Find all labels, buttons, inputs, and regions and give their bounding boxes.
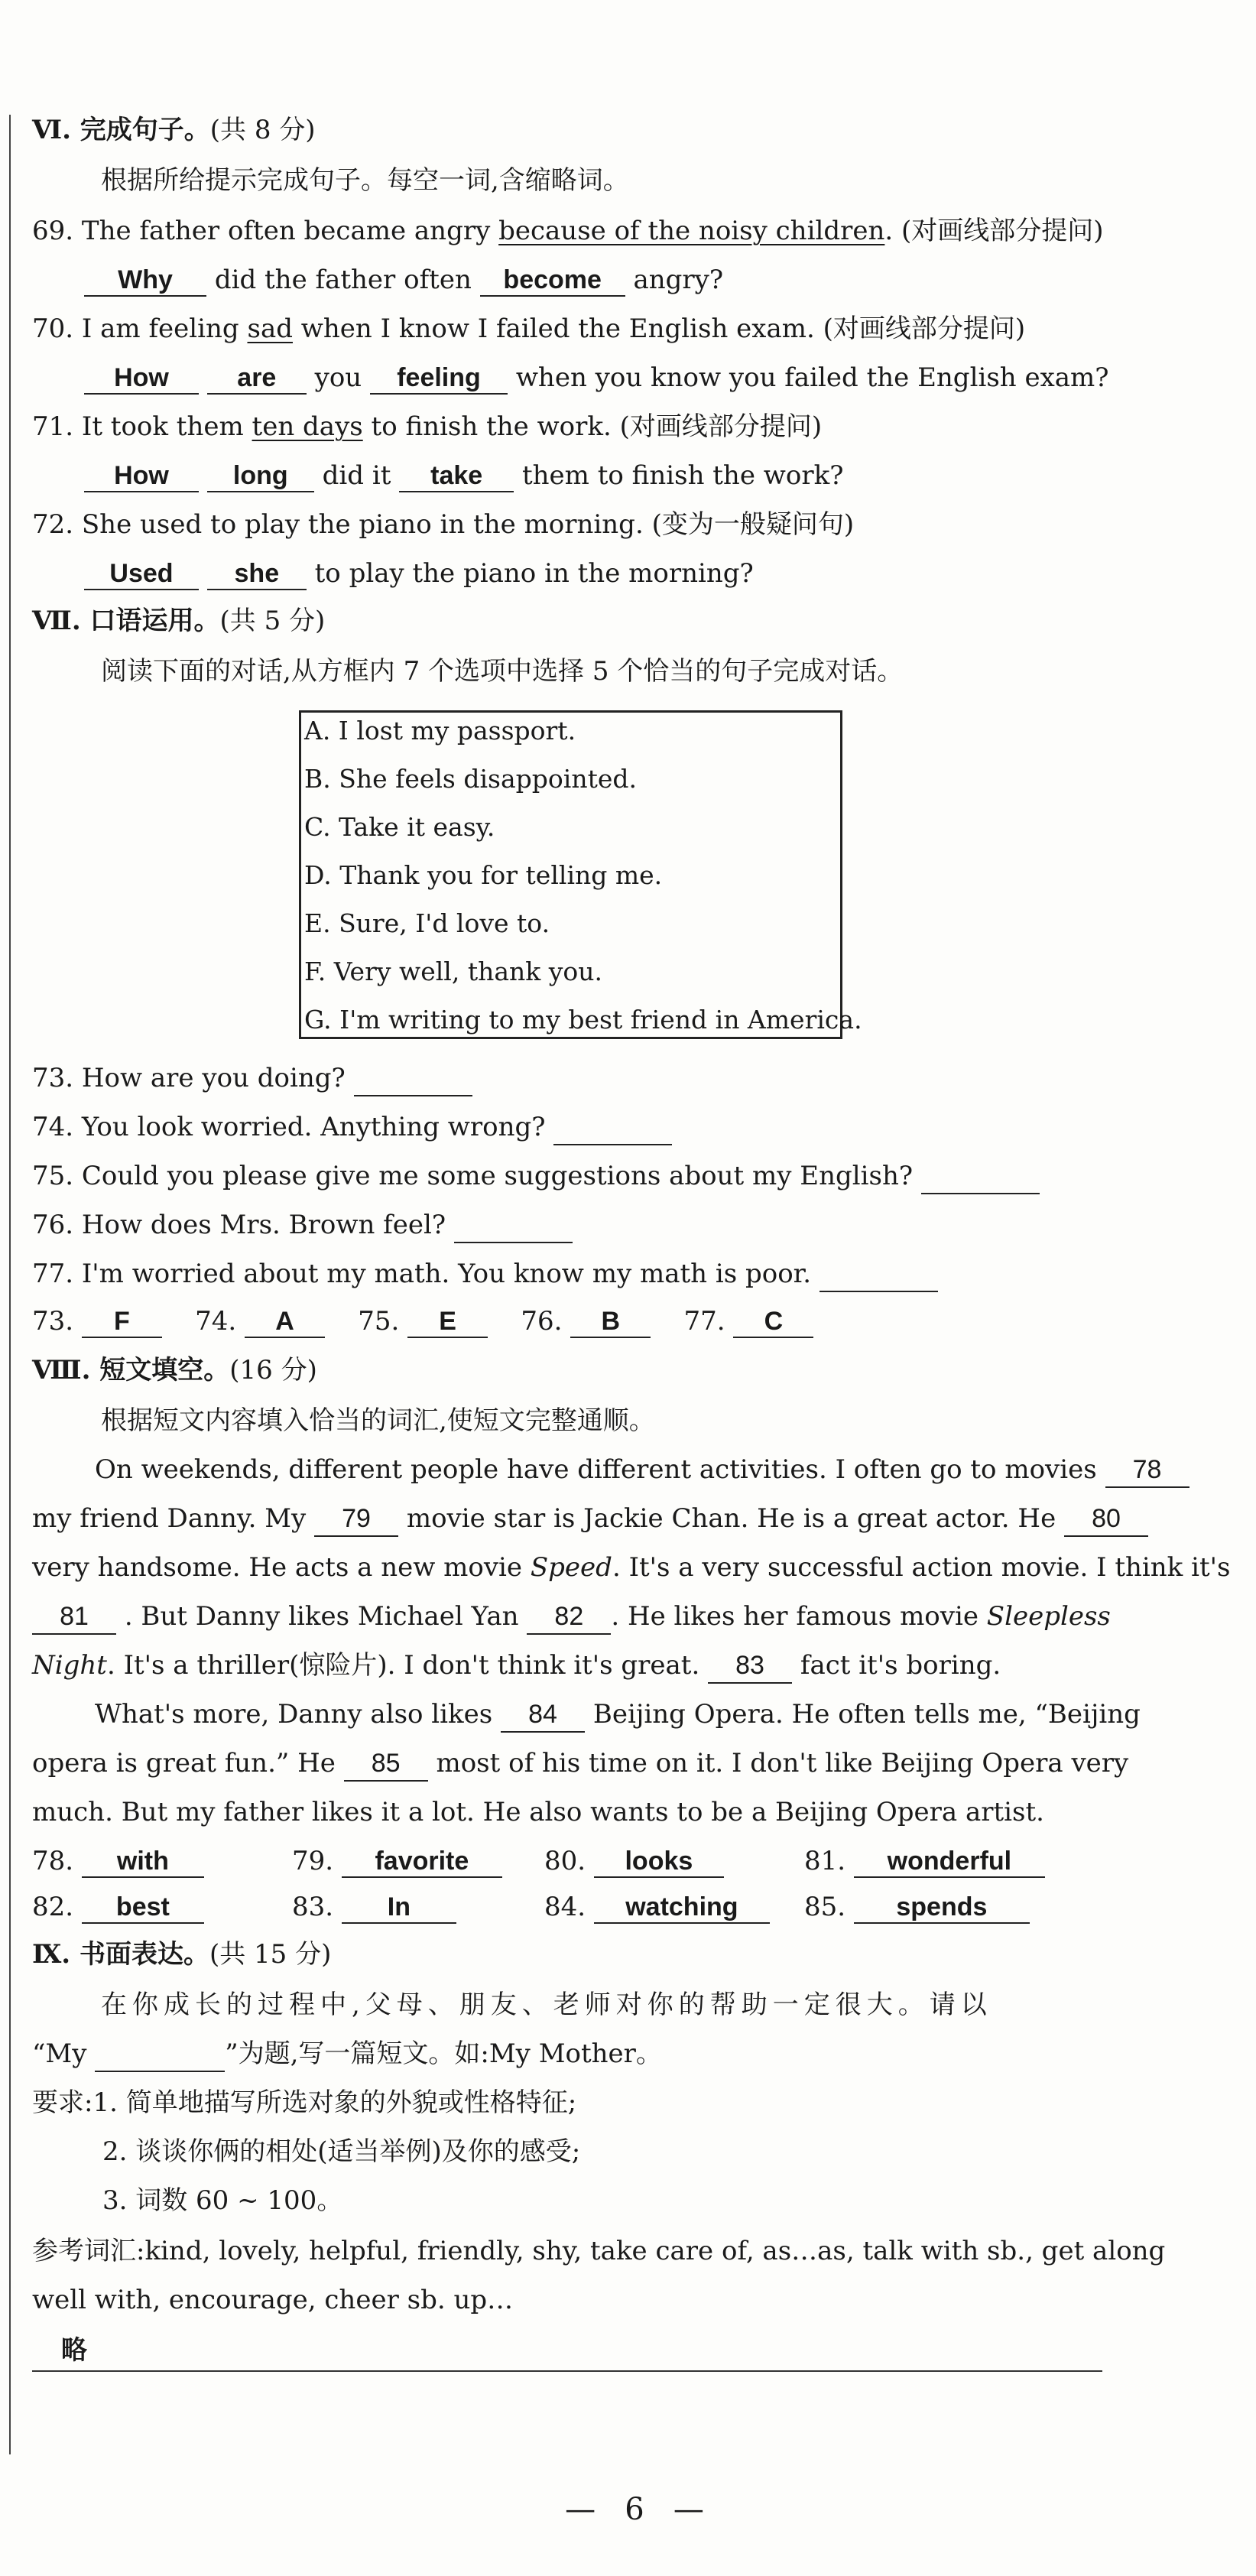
answer-rule: [32, 2370, 1102, 2372]
section-7-instruction: 阅读下面的对话,从方框内 7 个选项中选择 5 个恰当的句子完成对话。: [101, 656, 904, 687]
section-8-heading: Ⅷ. 短文填空。(16 分): [32, 1355, 317, 1385]
option-e: E. Sure, I'd love to.: [304, 908, 550, 938]
vocabulary-line-1: 参考词汇:kind, lovely, helpful, friendly, shy, take care of, as…as, talk with sb., get along: [32, 2236, 1166, 2266]
section-6-instruction: 根据所给提示完成句子。每空一词,含缩略词。: [101, 165, 629, 196]
question-74: 74. You look worried. Anything wrong?: [32, 1110, 672, 1145]
section-7-answers: 73. F 74. A 75. E 76. B 77. C: [32, 1304, 813, 1338]
passage-line-1: On weekends, different people have different activities. I often go to movies 78: [95, 1453, 1189, 1488]
passage-line-5: Night. It's a thriller(惊险片). I don't think it's great. 83 fact it's boring.: [32, 1649, 1001, 1684]
page-number: — 6 —: [565, 2492, 704, 2527]
section-8-answers-row-1: 78. with 79. favorite 80. looks 81. wonderful: [32, 1844, 1045, 1878]
option-a: A. I lost my passport.: [304, 716, 576, 746]
answer-69: Why did the father often become angry?: [84, 263, 723, 297]
option-c: C. Take it easy.: [304, 812, 495, 842]
option-d: D. Thank you for telling me.: [304, 860, 663, 890]
question-70: 70. I am feeling sad when I know I failed the English exam. (对画线部分提问): [32, 313, 1026, 344]
question-73: 73. How are you doing?: [32, 1061, 472, 1096]
question-76: 76. How does Mrs. Brown feel?: [32, 1208, 573, 1243]
writing-answer: 略: [61, 2335, 87, 2366]
writing-prompt-line-1: 在你成长的过程中,父母、朋友、老师对你的帮助一定很大。请以: [101, 1990, 992, 2020]
passage-line-6: What's more, Danny also likes 84 Beijing Opera. He often tells me, “Beijing: [95, 1697, 1141, 1733]
option-g: G. I'm writing to my best friend in America.: [304, 1005, 862, 1035]
section-9-heading: Ⅸ. 书面表达。(共 15 分): [32, 1939, 332, 1970]
section-6-heading: Ⅵ. 完成句子。(共 8 分): [32, 115, 316, 145]
margin-line: [9, 115, 11, 2454]
requirement-2: 2. 谈谈你俩的相处(适当举例)及你的感受;: [102, 2136, 581, 2167]
question-77: 77. I'm worried about my math. You know my math is poor.: [32, 1257, 938, 1292]
section-7-heading: Ⅶ. 口语运用。(共 5 分): [32, 606, 326, 636]
passage-line-4: 81 . But Danny likes Michael Yan 82 . He likes her famous movie Sleepless: [32, 1600, 1111, 1635]
vocabulary-line-2: well with, encourage, cheer sb. up…: [32, 2285, 514, 2315]
question-71: 71. It took them ten days to finish the work. (对画线部分提问): [32, 411, 823, 442]
question-69: 69. The father often became angry because of the noisy children. (对画线部分提问): [32, 216, 1104, 246]
answer-72: Used she to play the piano in the morning?: [84, 557, 754, 590]
section-8-instruction: 根据短文内容填入恰当的词汇,使短文完整通顺。: [101, 1405, 655, 1436]
writing-prompt-line-2: “My ”为题,写一篇短文。如:My Mother。: [32, 2037, 662, 2072]
option-b: B. She feels disappointed.: [304, 764, 637, 794]
answer-71: How long did it take them to finish the work?: [84, 459, 843, 492]
passage-line-2: my friend Danny. My 79 movie star is Jackie Chan. He is a great actor. He 80: [32, 1502, 1148, 1537]
answer-70: How are you feeling when you know you failed the English exam?: [84, 361, 1109, 395]
passage-line-8: much. But my father likes it a lot. He also wants to be a Beijing Opera artist.: [32, 1797, 1044, 1827]
option-f: F. Very well, thank you.: [304, 957, 603, 986]
passage-line-7: opera is great fun.” He 85 most of his time on it. I don't like Beijing Opera very: [32, 1746, 1128, 1782]
question-75: 75. Could you please give me some suggestions about my English?: [32, 1159, 1040, 1194]
section-8-answers-row-2: 82. best 83. In 84. watching 85. spends: [32, 1890, 1030, 1924]
passage-line-3: very handsome. He acts a new movie Speed. It's a very successful action movie. I think it's: [32, 1552, 1231, 1583]
requirement-3: 3. 词数 60 ~ 100。: [102, 2185, 343, 2216]
requirement-1: 要求:1. 简单地描写所选对象的外貌或性格特征;: [32, 2087, 577, 2118]
question-72: 72. She used to play the piano in the morning. (变为一般疑问句): [32, 509, 855, 540]
